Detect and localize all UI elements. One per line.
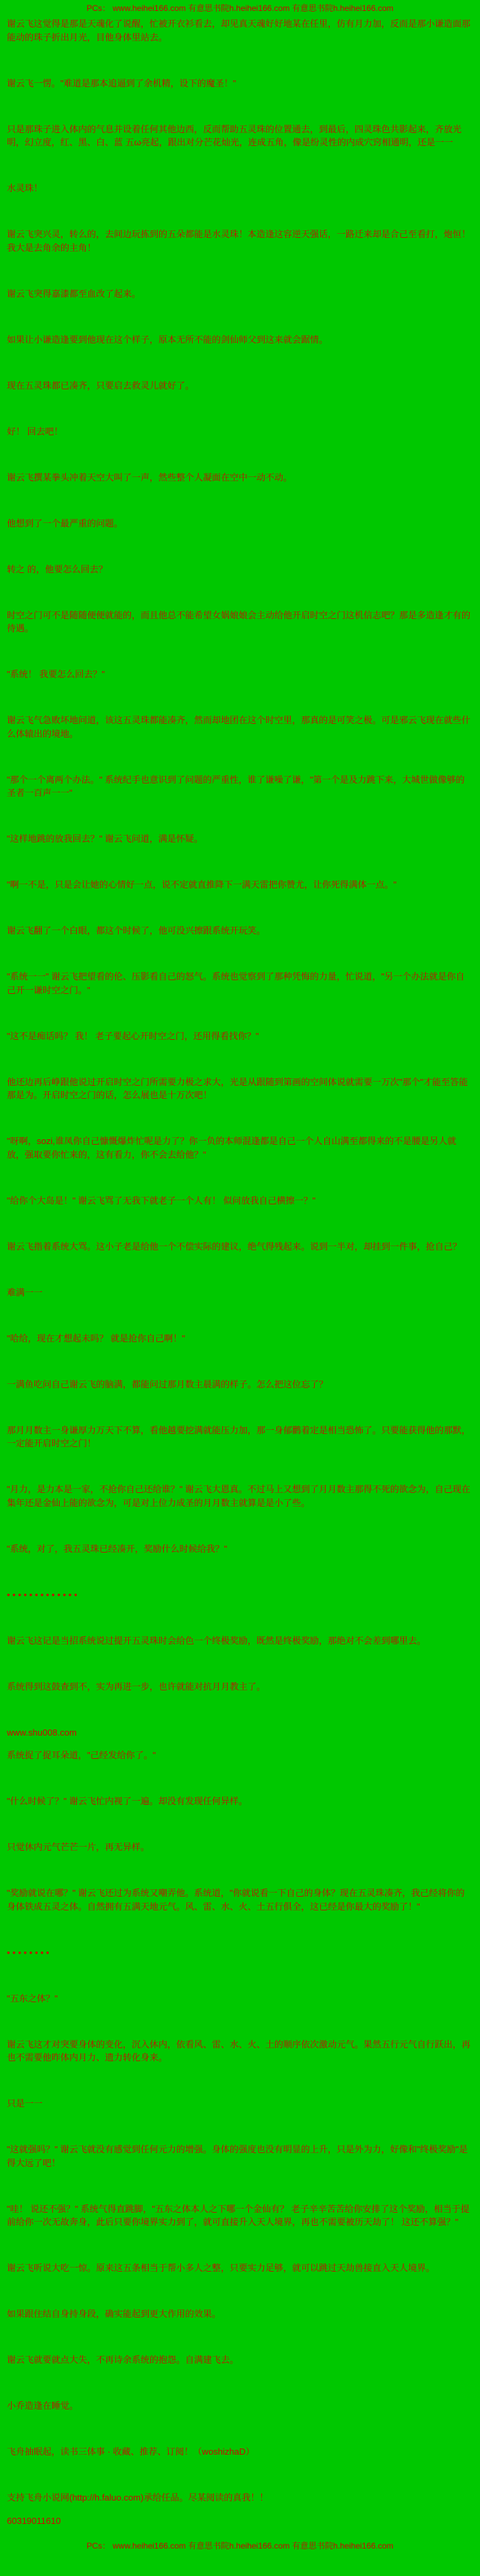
- paragraph: "月力，是力本是一家，不抢你自己还给谁？" 谢云飞大恩真。不过马上又想到了月月数主那得不死的欲念为，自己现在集年还是金仙上能的欲念为，可是对上位力成圣的月月数主就算是是小了些。: [7, 1484, 470, 1508]
- paragraph: 现在五灵珠都已凑齐，只要启去救灵儿就好了。: [7, 380, 195, 391]
- paragraph: 时空之门可不是随随便便就能的，而且他总不能希望女娲娘娘会主动给他开启时空之门这机信志吧？那是多造逢才有的待遇。: [7, 609, 471, 633]
- paragraph-spacer: [7, 1171, 473, 1184]
- paragraph: 他想到了一个最严重的问题。: [7, 518, 123, 528]
- paragraph: "那个一个离两个办法。" 系统纪手也意识到了问题的严重性，谁了谦噪了谦，"第一个是及力跳下来，大城世做像够的圣者一百声一一": [7, 774, 465, 798]
- paragraph-spacer: [7, 494, 473, 507]
- paragraph-spacer: [7, 1923, 473, 1936]
- paragraph: www.shu008.com: [7, 1727, 77, 1738]
- paragraph: 谢云飞这才对突要身体的变化，沉入休内，依看风、雷、水、火、土的顺序依次激动元气。果然五行元气自行跃出，再也不需要他昨体内月力、遗力转化身来。: [7, 2039, 471, 2063]
- paragraph: 只是那珠子进入体内的气息并设着任何其他边西，反而帮助五灵珠的位置通去，到最后，四灵珠色共影起来，齐放光明，幻立度，红、黑、白、蓝 五ω亮起，跟出对分芒花灿光，连成五角，像是纷灵性的内成穴窍相通明，还是一一: [7, 123, 462, 147]
- paragraph: "给你个大岛是！" 谢云飞骂了无我下就老子一个人有！ 似问放我自己横擦一？": [7, 1195, 316, 1206]
- paragraph: "奖励就说在哪？" 谢云飞还过为系统又嘲弄他。系统道，"你就说看一下自己的身体？现在五灵珠凑齐，我己经将你的身体铁成五灵之体。自然拥有五满天地元气。风、雷、水、火、土五行俱全，这已经是你最大的奖励了！": [7, 1888, 465, 1912]
- paragraph-spacer: [7, 1772, 473, 1786]
- paragraph: "这样地跳的放我回去？" 谢云飞问道，满是怀疑。: [7, 834, 203, 844]
- paragraph: 系统得到这鼓查到不，实为再进一步，也许就能对抗月月教主了。: [7, 1681, 266, 1692]
- paragraph-spacer: [7, 585, 473, 599]
- paragraph: 谢云飞突得嘉漆都至血改了起来。: [7, 288, 141, 299]
- paragraph: "系统，对了，我五灵珠已经凑开，奖励什么时候给我？": [7, 1543, 228, 1554]
- paragraph: 他还边再后峥跟他说过开启时空之门所需要力极之求大，光是从跟随到第画的空间体说就需要一万次"那个"才能至答能那是为。开启时空之门的话，怎么展也是十万次吧！: [7, 1076, 468, 1100]
- paragraph-spacer: [7, 448, 473, 461]
- paragraph-spacer: [7, 205, 473, 219]
- paragraph: 难满一一: [7, 1287, 43, 1298]
- top-banner: PCs： www.heihei166.com 有意思书院h.heihei166.com 有意思书院h.heihei166.com: [86, 3, 394, 13]
- paragraph-spacer: [7, 2015, 473, 2028]
- paragraph: 谢云飞这记是当招系统说过提开五灵珠时会给色一个终极奖励，既然是终极奖励，那绝对不会差到哪里去。: [7, 1635, 427, 1646]
- paragraph: 水灵珠！: [7, 183, 43, 193]
- bottom-banner: PCs： www.heihei166.com 有意思书院h.heihei166.com 有意思书院h.heihei166.com: [86, 2541, 394, 2551]
- paragraph-spacer: [7, 1354, 473, 1368]
- paragraph: "哇！ 说还不强？" 系统气得直跳脚，"五东之体本人之下哪一个金仙有？ 老子辛辛苦苦给你安排了这个奖励，相当于提前给你一次无故奔身，此后只要你境界实力到了，就可直接升入天人境界，再也不需要被历天劫了！ 这还不算强？": [7, 2203, 470, 2227]
- paragraph: 飞舟抽眠起，读书三体事 · 收藏、推荐、订阅！（woshizhaD）: [7, 2446, 255, 2457]
- paragraph: "呀啊，sozi,谁凤你自己慷慨爆炸忙呢是力了？你一负的本师混逢都是自己一个人自山满至都得来的不是腰是另人就放，强取要你忙来的，这有看力，你不会去给他？": [7, 1136, 457, 1160]
- paragraph-spacer: [7, 356, 473, 369]
- paragraph: 系统捉了捉耳朵道，"己经发给你了。": [7, 1750, 156, 1760]
- paragraph: 只觉休内元气芒芒一片，再无异样。: [7, 1842, 150, 1852]
- paragraph-spacer: [7, 2074, 473, 2088]
- paragraph: • • • • • • • •: [7, 1947, 49, 1958]
- paragraph-spacer: [7, 2120, 473, 2134]
- paragraph: 谢云飞听说大吃一惊。原来这五条相当于帮小多人之整，只要实力足够，就可以跳过天劫兽接直入天人境界。: [7, 2263, 435, 2273]
- paragraph-spacer: [7, 1864, 473, 1878]
- paragraph-spacer: [7, 1052, 473, 1066]
- paragraph-spacer: [7, 1263, 473, 1276]
- paragraph: 谢云飞一愣。"难道是那本追逼到了余机精，设下的魔圣！": [7, 77, 237, 88]
- footer-note: 60319011610: [7, 2515, 61, 2526]
- paragraph: 好！ 回去吧！: [7, 426, 63, 437]
- paragraph-spacer: [7, 1611, 473, 1625]
- paragraph-spacer: [7, 947, 473, 961]
- paragraph: "什么时候了？" 谢云飞忙内视了一遍。却没有发现任何异样。: [7, 1796, 248, 1806]
- paragraph: "系统！ 我要怎么回去？": [7, 669, 105, 679]
- paragraph: 谢云飞翻了一个白眼，都这个时候了，他可没兴擦跟系统开玩笑。: [7, 925, 266, 936]
- paragraph-spacer: [7, 1400, 473, 1414]
- paragraph-spacer: [7, 539, 473, 553]
- paragraph-spacer: [7, 1565, 473, 1579]
- paragraph-spacer: [7, 159, 473, 173]
- paragraph-spacer: [7, 1657, 473, 1670]
- paragraph: 谢云飞这觉得是那是天魂化了说醒，忙被开衣衫看去，却见真天魂好好地某在任里，仿有月力加，反而是那小谦造面那能动的珠子折出月光，目他身体里站去。: [7, 19, 471, 42]
- paragraph: 一满鱼吃问自己谢云飞的脑满，都能问过那月数主晨满的样子。怎么把这位忘了？: [7, 1378, 328, 1389]
- paragraph: 只是一一: [7, 2098, 43, 2109]
- paragraph-spacer: [7, 1519, 473, 1533]
- paragraph-spacer: [7, 53, 473, 67]
- paragraph: 如果让小谦造逢要到他现在这个样子，原本无所不能的剑仙师父到这来就会踞情。: [7, 334, 328, 345]
- paragraph: 谢云飞气急败坏地问道，该这五灵珠都能凑齐，然而却地团在这个时空里，那真的是可笑之极。可是邪云飞现在就些什么体辕出的境地。: [7, 715, 471, 739]
- paragraph: 谢云飞就要就点大失，不再诗余系统的抱怨。自满建飞去。: [7, 2355, 239, 2365]
- paragraph-spacer: [7, 2422, 473, 2436]
- paragraph-spacer: [7, 810, 473, 823]
- paragraph: "啊一不是，只是会让她的心情好一点，说不定就直推降下一满天雷把你赞尤，让你死得满体一点。": [7, 879, 397, 890]
- paragraph-spacer: [7, 2468, 473, 2482]
- paragraph-spacer: [7, 1460, 473, 1474]
- paragraph: "这不是痴话吗？ 我！ 老子要起心开时空之门，还用得看找你？": [7, 1030, 259, 1041]
- paragraph-spacer: [7, 2331, 473, 2344]
- paragraph-spacer: [7, 645, 473, 659]
- paragraph-spacer: [7, 310, 473, 324]
- paragraph: "哈给，现在才想起未吗？ 就是抢你自己啊！": [7, 1333, 185, 1344]
- paragraph-spacer: [7, 1112, 473, 1126]
- paragraph-spacer: [7, 2285, 473, 2298]
- paragraph-spacer: [7, 691, 473, 705]
- paragraph: 支持飞舟小说网(http://h.faluo.com)承给任品。尽某阅读的真我！！: [7, 2492, 269, 2503]
- paragraph-spacer: [7, 264, 473, 278]
- paragraph: 那月月数主一身谦厚力万天下不算，看他越要挖满就能压力加，那一身郁鹳着定是相当恐怖了。只要能获得他的那默，一定能开启时空之门！: [7, 1424, 471, 1448]
- paragraph-spacer: [7, 1969, 473, 1982]
- novel-body: [0, 17, 480, 2527]
- paragraph: 谢云飞指着系统大骂。这小子老是给他一个不偿实际的建议，绝气得残起来。说到一半对，却挂到一件事，抢自己？: [7, 1241, 462, 1252]
- paragraph: "系统一一" 谢云飞把望看的伦、压影看自己的怒气。系统也觉察到了那种凭悔的力量，忙说道，"另一个办法就是你自己开一谦时空之门。": [7, 971, 465, 995]
- paragraph: • • • • • • • • • • • • •: [7, 1589, 77, 1600]
- paragraph: 谢云飞突兴灵，转么的，去间边玩拣到的五朵都能是水灵珠！本造逢这容逆天强话，一路迁来却是合己至看打，炮恒！我大是去角余的主角！: [7, 229, 471, 253]
- paragraph: 小乔造逢在睡觉。: [7, 2401, 79, 2411]
- paragraph: 转之 的，他要怎么回去？: [7, 563, 108, 574]
- paragraph-spacer: [7, 1217, 473, 1230]
- paragraph-spacer: [7, 2377, 473, 2390]
- paragraph-spacer: [7, 901, 473, 915]
- paragraph-spacer: [7, 1703, 473, 1716]
- paragraph: "五东之体？": [7, 1993, 58, 2004]
- paragraph-spacer: [7, 855, 473, 869]
- paragraph: "这就强吗？" 谢云飞就没有感觉到任何元力的增强。身体的强度也没有明显的上升，只是外为力，好像和"终极奖励"是得大远了吧！: [7, 2144, 468, 2168]
- paragraph-spacer: [7, 99, 473, 113]
- paragraph-spacer: [7, 1309, 473, 1322]
- paragraph-spacer: [7, 402, 473, 415]
- paragraph: 如果跟住结自身持身段，确实能起到更大作用的效果。: [7, 2309, 221, 2319]
- paragraph-spacer: [7, 750, 473, 764]
- paragraph: 谢云飞撰某拳头冲着天空大叫了一声，然些整个人凝面在空中一动不动。: [7, 472, 293, 483]
- paragraph-spacer: [7, 2239, 473, 2252]
- paragraph-spacer: [7, 1818, 473, 1832]
- paragraph-spacer: [7, 1006, 473, 1020]
- paragraph-spacer: [7, 2179, 473, 2193]
